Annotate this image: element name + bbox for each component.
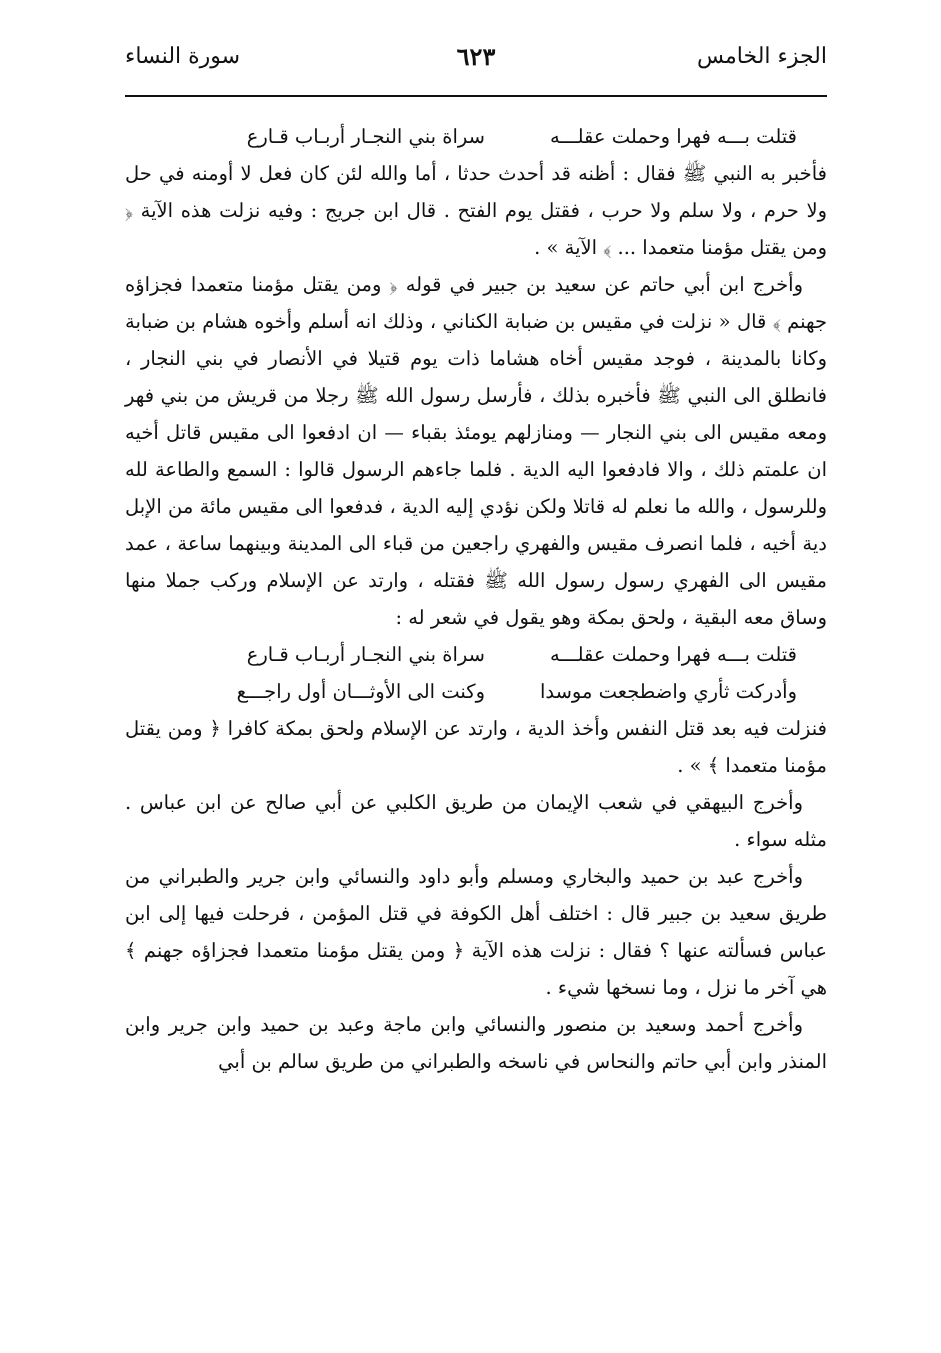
page-number: ٦٢٣ xyxy=(456,42,496,71)
paragraph: وأخرج أحمد وسعيد بن منصور والنسائي وابن ماجة وعبد بن حميد وابن جرير وابن المنذر وابن أبي حاتم والنحاس في ناسخه والطبراني من طريق سالم بن أبي xyxy=(125,1013,827,1073)
poem-verse xyxy=(125,673,827,710)
paragraph: فنزلت فيه بعد قتل النفس وأخذ الدية ، وارتد عن الإسلام ولحق بمكة كافرا ﴿ ومن يقتل مؤمنا متعمدا ﴾ » . xyxy=(125,717,827,777)
page-header xyxy=(125,38,827,78)
poem-verse xyxy=(125,118,827,155)
paragraph: فأخبر به النبي ﷺ فقال : أظنه قد أحدث حدثا ، أما والله لئن كان فعل لا أومنه في حل ولا حرم ، ولا سلم ولا حرب ، فقتل يوم الفتح . قال ابن جريج : وفيه نزلت هذه الآية ﴿ ومن يقتل مؤمنا متعمدا ... ﴾ الآية » . xyxy=(125,162,827,259)
paragraph: وأخرج ابن أبي حاتم عن سعيد بن جبير في قوله ﴿ ومن يقتل مؤمنا متعمدا فجزاؤه جهنم ﴾ قال « نزلت في مقيس بن ضبابة الكناني ، وذلك انه أسلم وأخوه هشام بن ضبابة وكانا بالمدينة ، فوجد مقيس أخاه هشاما ذات يوم قتيلا في الأنصار في بني النجار ، فانطلق الى النبي ﷺ فأخبره بذلك ، فأرسل رسول الله ﷺ رجلا من قريش من بني فهر ومعه مقيس الى بني النجار — ومنازلهم يومئذ بقباء — ان ادفعوا الى مقيس قاتل أخيه ان علمتم ذلك ، والا فادفعوا اليه الدية . فلما جاءهم الرسول قالوا : السمع والطاعة لله وللرسول ، والله ما نعلم له قاتلا ولكن نؤدي إليه الدية ، فدفعوا الى مقيس مائة من الإبل دية أخيه ، فلما انصرف مقيس والفهري راجعين من قباء الى المدينة وبينهما ساعة ، عمد مقيس الى الفهري رسول رسول الله ﷺ فقتله ، وارتد عن الإسلام وركب جملا منها وساق معه البقية ، ولحق بمكة وهو يقول في شعر له : xyxy=(125,273,827,629)
paragraph: وأخرج البيهقي في شعب الإيمان من طريق الكلبي عن أبي صالح عن ابن عباس . مثله سواء . xyxy=(125,791,827,851)
header-divider xyxy=(125,95,827,97)
verse-second-hemistich: وكنت الى الأوثـــان أول راجـــع xyxy=(236,680,485,703)
sura-title: سورة النساء xyxy=(125,44,241,69)
page-body xyxy=(125,118,827,1080)
paragraph: وأخرج عبد بن حميد والبخاري ومسلم وأبو داود والنسائي وابن جرير والطبراني من طريق سعيد بن جبير قال : اختلف أهل الكوفة في قتل المؤمن ، فرحلت فيها إلى ابن عباس فسألته عنها ؟ فقال : نزلت هذه الآية ﴿ ومن يقتل مؤمنا متعمدا فجزاؤه جهنم ﴾ هي آخر ما نزل ، وما نسخها شيء . xyxy=(125,865,827,999)
juz-title: الجزء الخامس xyxy=(696,44,827,69)
verse-first-hemistich: قتلت بـــه فهرا وحملت عقلـــه xyxy=(549,643,797,666)
verse-second-hemistich: سراة بني النجـار أربـاب قـارع xyxy=(246,125,485,148)
poem-verse xyxy=(125,636,827,673)
verse-second-hemistich: سراة بني النجـار أربـاب قـارع xyxy=(246,643,485,666)
verse-first-hemistich: وأدركت ثأري واضطجعت موسدا xyxy=(539,680,797,703)
verse-first-hemistich: قتلت بـــه فهرا وحملت عقلـــه xyxy=(549,125,797,148)
